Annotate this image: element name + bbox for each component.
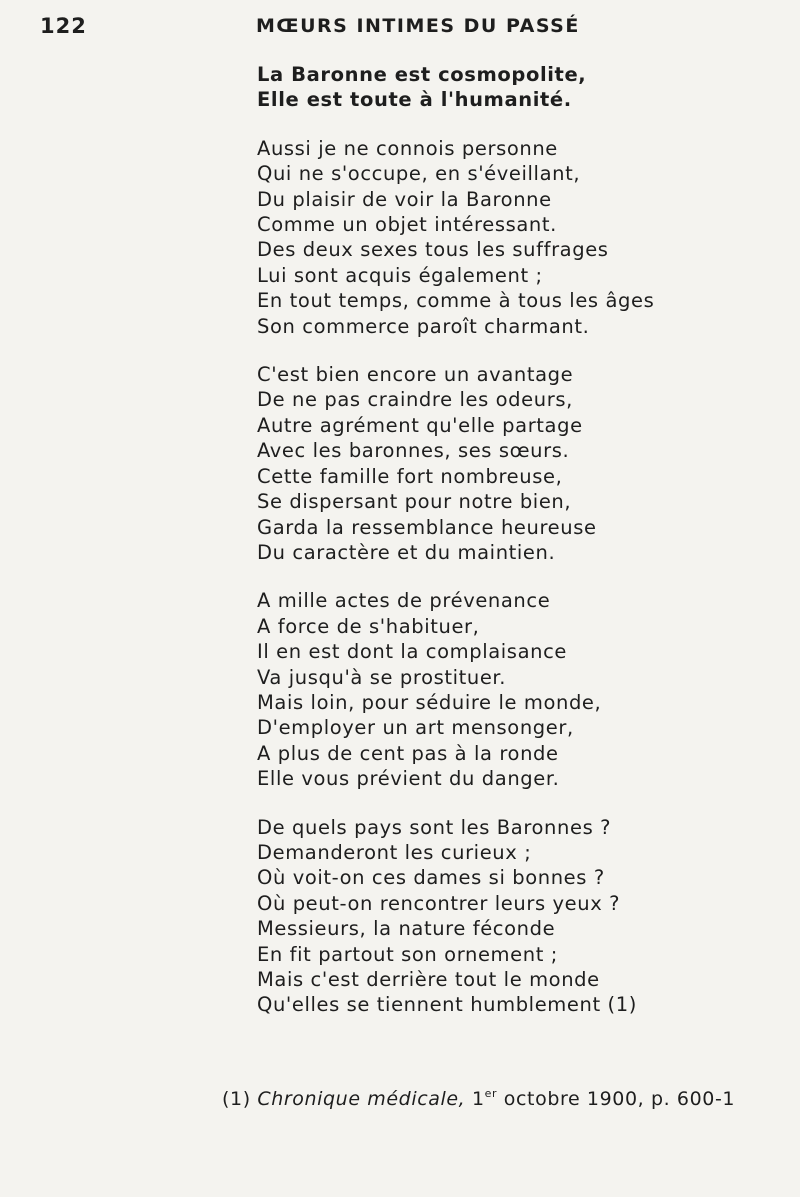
poem-line: A force de s'habituer, xyxy=(257,614,480,638)
poem-line: Son commerce paroît charmant. xyxy=(257,314,590,338)
poem-line: Autre agrément qu'elle partage xyxy=(257,413,583,437)
poem-line: Des deux sexes tous les suffrages xyxy=(257,238,609,262)
poem-line: Cette famille fort nombreuse, xyxy=(257,464,563,488)
poem-line: Messieurs, la nature féconde xyxy=(257,917,556,941)
poem-line: Du caractère et du maintien. xyxy=(257,540,556,564)
poem-line: Elle vous prévient du danger. xyxy=(257,767,560,791)
footnote-day: 1 xyxy=(471,1088,485,1110)
poem-line: En fit partout son ornement ; xyxy=(257,942,558,966)
running-title: MŒURS INTIMES DU PASSÉ xyxy=(256,15,580,37)
poem-line: Qui ne s'occupe, en s'éveillant, xyxy=(257,162,581,186)
poem-line: Du plaisir de voir la Baronne xyxy=(257,187,552,211)
stanza-4 xyxy=(257,588,777,791)
poem xyxy=(257,62,777,1041)
poem-line: Demanderont les curieux ; xyxy=(257,840,532,864)
poem-line: La Baronne est cosmopolite, xyxy=(257,63,587,86)
poem-line: Aussi je ne connois personne xyxy=(257,136,558,160)
poem-line: C'est bien encore un avantage xyxy=(257,363,574,387)
poem-line: De ne pas craindre les odeurs, xyxy=(257,388,573,412)
poem-line: A plus de cent pas à la ronde xyxy=(257,741,559,765)
poem-line: Qu'elles se tiennent humblement (1) xyxy=(257,993,637,1017)
footnote-marker: (1) xyxy=(222,1088,251,1110)
poem-line: D'employer un art mensonger, xyxy=(257,716,574,740)
footnote-source: Chronique médicale, xyxy=(257,1088,466,1110)
page-header xyxy=(40,14,770,46)
poem-line: Garda la ressemblance heureuse xyxy=(257,515,597,539)
poem-line: Comme un objet intéressant. xyxy=(257,213,557,237)
poem-line: De quels pays sont les Baronnes ? xyxy=(257,815,612,839)
footnote-date-pages: octobre 1900, p. 600-1 xyxy=(503,1088,736,1110)
poem-line: Va jusqu'à se prostituer. xyxy=(257,665,507,689)
poem-line: A mille actes de prévenance xyxy=(257,589,551,613)
stanza-1 xyxy=(257,62,777,113)
poem-line: Avec les baronnes, ses sœurs. xyxy=(257,439,570,463)
poem-line: Il en est dont la complaisance xyxy=(257,640,567,664)
footnote-day-suffix: er xyxy=(484,1087,498,1100)
stanza-3 xyxy=(257,362,777,565)
footnote xyxy=(222,1087,735,1110)
page-number: 122 xyxy=(40,14,87,38)
poem-line: Où voit-on ces dames si bonnes ? xyxy=(257,866,605,890)
poem-line: En tout temps, comme à tous les âges xyxy=(257,289,655,313)
poem-line: Lui sont acquis également ; xyxy=(257,263,543,287)
stanza-2 xyxy=(257,136,777,339)
poem-line: Mais loin, pour séduire le monde, xyxy=(257,690,602,714)
poem-line: Mais c'est derrière tout le monde xyxy=(257,968,600,991)
poem-line: Se dispersant pour notre bien, xyxy=(257,490,572,514)
poem-line: Elle est toute à l'humanité. xyxy=(257,88,572,112)
poem-line: Où peut-on rencontrer leurs yeux ? xyxy=(257,891,621,915)
stanza-5 xyxy=(257,815,777,1018)
